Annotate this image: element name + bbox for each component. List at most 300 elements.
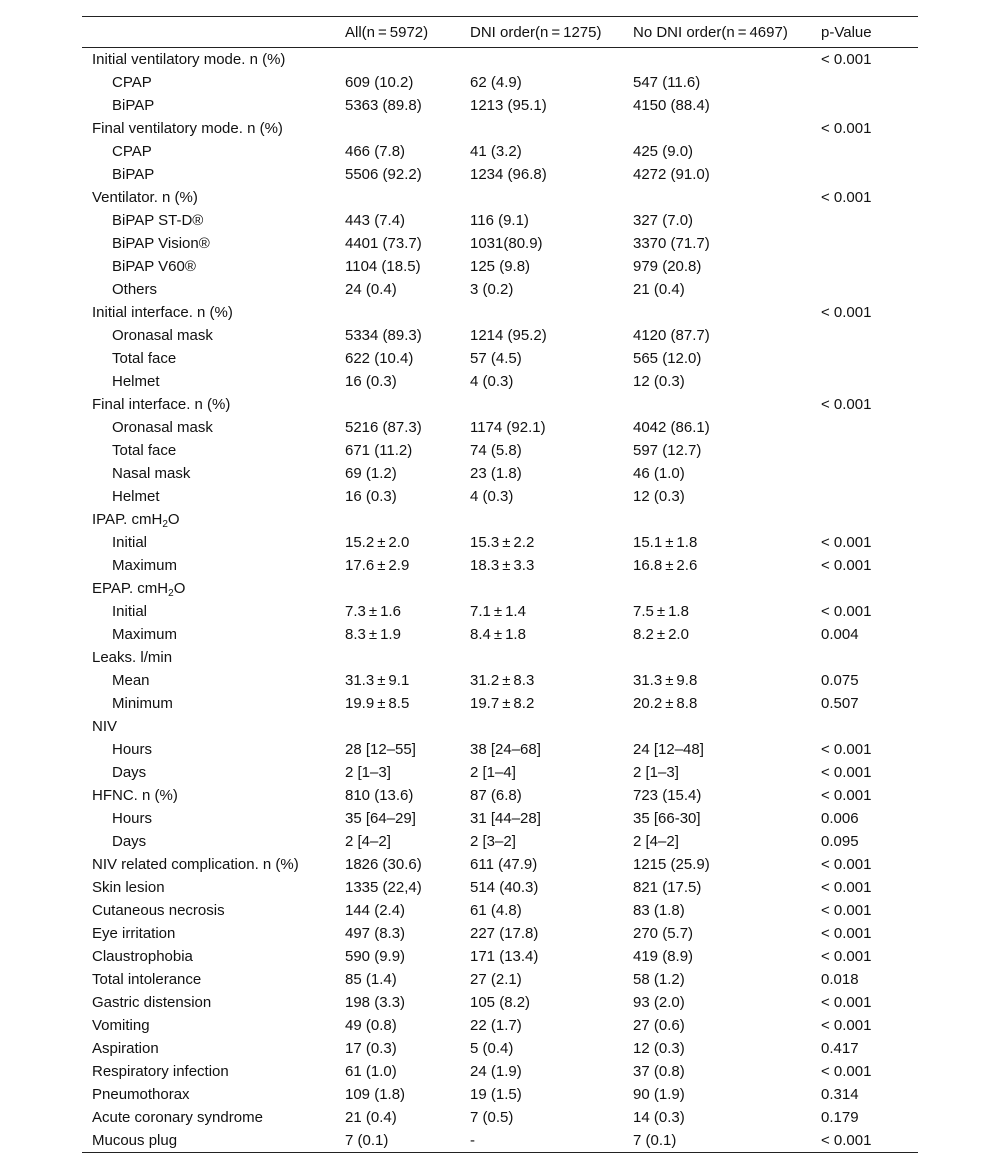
row-label-cell	[82, 692, 345, 715]
row-label-cell	[82, 1083, 345, 1106]
cell-no-dni-order: 14 (0.3)	[633, 1109, 685, 1126]
row-label: Eye irritation	[92, 925, 176, 942]
header-row	[82, 17, 918, 48]
row-label-cell	[82, 462, 345, 485]
row-label-cell	[82, 232, 345, 255]
table-row	[82, 94, 918, 117]
row-label: Initial	[112, 534, 148, 551]
cell-dni-order: 171 (13.4)	[470, 948, 539, 965]
cell-no-dni-order	[633, 117, 821, 140]
cell-all: 19.9 ± 8.5	[345, 695, 410, 712]
row-label: Minimum	[112, 695, 173, 712]
table-row	[82, 301, 918, 324]
cell-p-value: < 0.001	[821, 120, 872, 137]
row-label: Gastric distension	[92, 994, 212, 1011]
cell-dni-order: 31.2 ± 8.3	[470, 672, 535, 689]
cell-p-value: < 0.001	[821, 396, 872, 413]
table-row	[82, 830, 918, 853]
cell-dni-order: 116 (9.1)	[470, 212, 529, 229]
row-label: CPAP	[112, 143, 152, 160]
table-row	[82, 48, 918, 72]
table-row	[82, 876, 918, 899]
cell-all: 15.2 ± 2.0	[345, 534, 410, 551]
cell-all: 1826 (30.6)	[345, 856, 422, 873]
cell-dni-order: 31 [44–28]	[470, 810, 541, 827]
table-row	[82, 1083, 918, 1106]
cell-all: 85 (1.4)	[345, 971, 397, 988]
cell-no-dni-order: 723 (15.4)	[633, 787, 702, 804]
row-label: Maximum	[112, 626, 178, 643]
cell-all: 1104 (18.5)	[345, 258, 421, 275]
cell-no-dni-order: 46 (1.0)	[633, 465, 685, 482]
cell-p-value	[821, 416, 918, 439]
row-label: Total intolerance	[92, 971, 202, 988]
cell-p-value: < 0.001	[821, 879, 872, 896]
cell-no-dni-order: 31.3 ± 9.8	[633, 672, 698, 689]
row-label-cell	[82, 94, 345, 117]
row-label-cell	[82, 347, 345, 370]
cell-dni-order: 1234 (96.8)	[470, 166, 547, 183]
cell-dni-order: 2 [1–4]	[470, 764, 516, 781]
table-container	[82, 16, 918, 1153]
row-label-cell	[82, 669, 345, 692]
table-row	[82, 1060, 918, 1083]
row-label-cell	[82, 1106, 345, 1129]
cell-p-value	[821, 163, 918, 186]
table-body	[82, 48, 918, 1153]
cell-dni-order: 38 [24–68]	[470, 741, 541, 758]
row-label: Days	[112, 764, 147, 781]
cell-p-value: < 0.001	[821, 304, 872, 321]
cell-all: 622 (10.4)	[345, 350, 414, 367]
cell-p-value: < 0.001	[821, 534, 872, 551]
cell-p-value	[821, 370, 918, 393]
cell-no-dni-order: 16.8 ± 2.6	[633, 557, 698, 574]
row-label: Hours	[112, 741, 153, 758]
table-row	[82, 761, 918, 784]
cell-p-value	[821, 462, 918, 485]
table-row	[82, 232, 918, 255]
cell-dni-order: 125 (9.8)	[470, 258, 531, 275]
cell-no-dni-order: 58 (1.2)	[633, 971, 685, 988]
cell-dni-order	[470, 577, 633, 600]
cell-no-dni-order: 7 (0.1)	[633, 1132, 677, 1149]
cell-all: 31.3 ± 9.1	[345, 672, 410, 689]
table-row	[82, 324, 918, 347]
row-label: BiPAP V60®	[112, 258, 196, 275]
cell-dni-order: 41 (3.2)	[470, 143, 522, 160]
cell-p-value: < 0.001	[821, 741, 872, 758]
table-row	[82, 600, 918, 623]
cell-dni-order: 87 (6.8)	[470, 787, 522, 804]
table-row	[82, 462, 918, 485]
cell-dni-order: 7.1 ± 1.4	[470, 603, 526, 620]
cell-p-value: 0.179	[821, 1109, 859, 1126]
cell-all	[345, 48, 470, 72]
cell-all: 21 (0.4)	[345, 1109, 397, 1126]
row-label: BiPAP ST-D®	[112, 212, 204, 229]
cell-dni-order: 1174 (92.1)	[470, 419, 546, 436]
table-row	[82, 439, 918, 462]
cell-no-dni-order: 597 (12.7)	[633, 442, 702, 459]
row-label-cell	[82, 140, 345, 163]
cell-all	[345, 186, 470, 209]
row-label: Total face	[112, 442, 177, 459]
cell-no-dni-order: 12 (0.3)	[633, 488, 685, 505]
row-label-cell	[82, 945, 345, 968]
cell-dni-order	[470, 186, 633, 209]
table-row	[82, 669, 918, 692]
table-row	[82, 715, 918, 738]
cell-no-dni-order: 20.2 ± 8.8	[633, 695, 698, 712]
table-row	[82, 623, 918, 646]
cell-no-dni-order: 8.2 ± 2.0	[633, 626, 689, 643]
row-label-subscript: 2	[162, 519, 168, 530]
row-label-cell	[82, 1060, 345, 1083]
row-label-cell	[82, 899, 345, 922]
row-label-cell	[82, 646, 345, 669]
table-row	[82, 347, 918, 370]
cell-all: 5334 (89.3)	[345, 327, 422, 344]
cell-p-value	[821, 646, 918, 669]
cell-p-value: < 0.001	[821, 557, 872, 574]
cell-no-dni-order	[633, 715, 821, 738]
row-label: Helmet	[112, 488, 160, 505]
cell-dni-order: 105 (8.2)	[470, 994, 531, 1011]
cell-no-dni-order: 327 (7.0)	[633, 212, 694, 229]
cell-dni-order: 227 (17.8)	[470, 925, 539, 942]
cell-no-dni-order: 4042 (86.1)	[633, 419, 710, 436]
table-row	[82, 255, 918, 278]
cell-all: 61 (1.0)	[345, 1063, 397, 1080]
row-label: Initial interface. n (%)	[92, 304, 233, 321]
cell-p-value: < 0.001	[821, 925, 872, 942]
row-label: Hours	[112, 810, 153, 827]
cell-no-dni-order: 90 (1.9)	[633, 1086, 685, 1103]
cell-no-dni-order: 979 (20.8)	[633, 258, 702, 275]
cell-all: 443 (7.4)	[345, 212, 406, 229]
header-no-dni-order: No DNI order(n = 4697)	[633, 23, 788, 41]
row-label: Others	[112, 281, 158, 298]
table-row	[82, 1106, 918, 1129]
row-label-cell	[82, 393, 345, 416]
row-label: Mucous plug	[92, 1132, 178, 1149]
row-label-cell	[82, 1129, 345, 1153]
cell-no-dni-order: 37 (0.8)	[633, 1063, 685, 1080]
row-label-cell	[82, 738, 345, 761]
table-row	[82, 140, 918, 163]
cell-all: 8.3 ± 1.9	[345, 626, 401, 643]
cell-all: 69 (1.2)	[345, 465, 397, 482]
cell-p-value	[821, 71, 918, 94]
table-row	[82, 508, 918, 531]
row-label: Pneumothorax	[92, 1086, 190, 1103]
table-row	[82, 1014, 918, 1037]
cell-p-value	[821, 715, 918, 738]
cell-p-value: 0.417	[821, 1040, 859, 1057]
table-row	[82, 784, 918, 807]
row-label-cell	[82, 209, 345, 232]
table-row	[82, 945, 918, 968]
row-label: Total face	[112, 350, 177, 367]
cell-dni-order: 22 (1.7)	[470, 1017, 522, 1034]
cell-p-value: < 0.001	[821, 902, 872, 919]
row-label-cell	[82, 761, 345, 784]
cell-all: 1335 (22,4)	[345, 879, 422, 896]
cell-no-dni-order: 419 (8.9)	[633, 948, 694, 965]
cell-p-value	[821, 209, 918, 232]
cell-dni-order	[470, 48, 633, 72]
row-label: CPAP	[112, 74, 152, 91]
cell-p-value	[821, 324, 918, 347]
cell-dni-order: 24 (1.9)	[470, 1063, 522, 1080]
row-label-cell	[82, 1014, 345, 1037]
cell-dni-order: 5 (0.4)	[470, 1040, 514, 1057]
cell-no-dni-order: 83 (1.8)	[633, 902, 685, 919]
cell-all: 671 (11.2)	[345, 442, 413, 459]
row-label: IPAP. cmH	[92, 511, 163, 528]
table-row	[82, 163, 918, 186]
row-label: Final interface. n (%)	[92, 396, 231, 413]
cell-no-dni-order: 4272 (91.0)	[633, 166, 710, 183]
table-row	[82, 117, 918, 140]
row-label-cell	[82, 577, 345, 600]
cell-all: 28 [12–55]	[345, 741, 416, 758]
cell-no-dni-order: 12 (0.3)	[633, 1040, 685, 1057]
table-row	[82, 692, 918, 715]
row-label: Aspiration	[92, 1040, 159, 1057]
cell-dni-order: 7 (0.5)	[470, 1109, 514, 1126]
cell-no-dni-order	[633, 393, 821, 416]
row-label-cell	[82, 715, 345, 738]
cell-p-value: < 0.001	[821, 948, 872, 965]
cell-no-dni-order: 15.1 ± 1.8	[633, 534, 698, 551]
cell-p-value: 0.018	[821, 971, 859, 988]
row-label: Helmet	[112, 373, 160, 390]
cell-no-dni-order: 1215 (25.9)	[633, 856, 710, 873]
cell-no-dni-order	[633, 508, 821, 531]
cell-no-dni-order: 4150 (88.4)	[633, 97, 710, 114]
row-label-cell	[82, 991, 345, 1014]
row-label-cell	[82, 416, 345, 439]
cell-dni-order: 27 (2.1)	[470, 971, 522, 988]
cell-p-value	[821, 347, 918, 370]
row-label-cell	[82, 830, 345, 853]
cell-p-value	[821, 508, 918, 531]
cell-all	[345, 715, 470, 738]
row-label: Mean	[112, 672, 150, 689]
cell-dni-order: 61 (4.8)	[470, 902, 522, 919]
cell-p-value	[821, 140, 918, 163]
row-label-cell	[82, 439, 345, 462]
cell-all: 466 (7.8)	[345, 143, 406, 160]
cell-no-dni-order	[633, 577, 821, 600]
row-label: Skin lesion	[92, 879, 165, 896]
cell-dni-order: 19.7 ± 8.2	[470, 695, 535, 712]
row-label: Claustrophobia	[92, 948, 193, 965]
row-label-cell	[82, 186, 345, 209]
cell-p-value	[821, 232, 918, 255]
row-label: EPAP. cmH	[92, 580, 169, 597]
cell-all: 590 (9.9)	[345, 948, 406, 965]
row-label-cell	[82, 1037, 345, 1060]
cell-p-value: 0.006	[821, 810, 859, 827]
row-label: Final ventilatory mode. n (%)	[92, 120, 283, 137]
row-label: Days	[112, 833, 147, 850]
cell-dni-order: 23 (1.8)	[470, 465, 522, 482]
cell-dni-order	[470, 715, 633, 738]
cell-dni-order: -	[470, 1132, 475, 1149]
cell-dni-order	[470, 646, 633, 669]
table-row	[82, 577, 918, 600]
cell-dni-order: 19 (1.5)	[470, 1086, 522, 1103]
cell-dni-order: 4 (0.3)	[470, 373, 514, 390]
row-label-cell	[82, 922, 345, 945]
table-row	[82, 393, 918, 416]
cell-dni-order: 1214 (95.2)	[470, 327, 547, 344]
table-row	[82, 968, 918, 991]
cell-p-value: < 0.001	[821, 764, 872, 781]
cell-dni-order: 1213 (95.1)	[470, 97, 547, 114]
cell-dni-order: 8.4 ± 1.8	[470, 626, 526, 643]
cell-all	[345, 508, 470, 531]
cell-all: 7 (0.1)	[345, 1132, 389, 1149]
cell-all: 35 [64–29]	[345, 810, 416, 827]
cell-no-dni-order: 270 (5.7)	[633, 925, 694, 942]
table-row	[82, 738, 918, 761]
row-label-cell	[82, 600, 345, 623]
cell-p-value	[821, 485, 918, 508]
cell-no-dni-order: 2 [1–3]	[633, 764, 679, 781]
table-row	[82, 554, 918, 577]
cell-no-dni-order: 35 [66-30]	[633, 810, 701, 827]
row-label: Vomiting	[92, 1017, 150, 1034]
table-row	[82, 278, 918, 301]
row-label: Oronasal mask	[112, 327, 213, 344]
cell-p-value: 0.095	[821, 833, 859, 850]
table-row	[82, 209, 918, 232]
cell-no-dni-order: 93 (2.0)	[633, 994, 685, 1011]
row-label: Maximum	[112, 557, 178, 574]
cell-p-value	[821, 278, 918, 301]
cell-all	[345, 117, 470, 140]
cell-dni-order: 2 [3–2]	[470, 833, 516, 850]
row-label: Respiratory infection	[92, 1063, 229, 1080]
table-row	[82, 370, 918, 393]
cell-all: 24 (0.4)	[345, 281, 397, 298]
header-all: All(n = 5972)	[345, 23, 429, 41]
row-label: Leaks. l/min	[92, 649, 173, 666]
row-label: Acute coronary syndrome	[92, 1109, 263, 1126]
cell-all: 7.3 ± 1.6	[345, 603, 401, 620]
row-label: Initial	[112, 603, 148, 620]
cell-dni-order	[470, 301, 633, 324]
row-label-cell	[82, 554, 345, 577]
cell-all: 16 (0.3)	[345, 488, 397, 505]
cell-all: 497 (8.3)	[345, 925, 406, 942]
row-label-cell	[82, 807, 345, 830]
cell-dni-order: 4 (0.3)	[470, 488, 514, 505]
cell-dni-order: 18.3 ± 3.3	[470, 557, 535, 574]
table-row	[82, 991, 918, 1014]
cell-no-dni-order: 2 [4–2]	[633, 833, 679, 850]
row-label: BiPAP	[112, 166, 155, 183]
table-row	[82, 646, 918, 669]
cell-p-value	[821, 577, 918, 600]
row-label-cell	[82, 370, 345, 393]
cell-all: 198 (3.3)	[345, 994, 406, 1011]
row-label-cell	[82, 48, 345, 72]
cell-dni-order: 514 (40.3)	[470, 879, 539, 896]
cell-no-dni-order: 425 (9.0)	[633, 143, 694, 160]
cell-no-dni-order	[633, 186, 821, 209]
row-label-cell	[82, 71, 345, 94]
cell-p-value: 0.004	[821, 626, 859, 643]
cell-no-dni-order: 821 (17.5)	[633, 879, 702, 896]
cell-dni-order: 15.3 ± 2.2	[470, 534, 535, 551]
cell-all: 5363 (89.8)	[345, 97, 422, 114]
cell-p-value: 0.507	[821, 695, 859, 712]
cell-no-dni-order: 4120 (87.7)	[633, 327, 710, 344]
header-label-column	[82, 17, 345, 48]
row-label: BiPAP	[112, 97, 155, 114]
cell-p-value: < 0.001	[821, 856, 872, 873]
cell-p-value: 0.075	[821, 672, 859, 689]
cell-all: 2 [4–2]	[345, 833, 391, 850]
cell-all: 17 (0.3)	[345, 1040, 397, 1057]
cell-all: 609 (10.2)	[345, 74, 414, 91]
cell-all: 49 (0.8)	[345, 1017, 397, 1034]
cell-p-value: < 0.001	[821, 1017, 872, 1034]
header-p-value: p-Value	[821, 23, 872, 41]
cell-no-dni-order: 565 (12.0)	[633, 350, 702, 367]
row-label-cell	[82, 876, 345, 899]
cell-dni-order: 1031(80.9)	[470, 235, 543, 252]
row-label-cell	[82, 853, 345, 876]
cell-no-dni-order: 21 (0.4)	[633, 281, 685, 298]
row-label: Ventilator. n (%)	[92, 189, 198, 206]
row-label-cell	[82, 278, 345, 301]
row-label: Oronasal mask	[112, 419, 213, 436]
cell-p-value: < 0.001	[821, 1063, 872, 1080]
cell-dni-order: 62 (4.9)	[470, 74, 522, 91]
cell-all	[345, 301, 470, 324]
row-label: Initial ventilatory mode. n (%)	[92, 51, 286, 68]
row-label-tail: O	[173, 580, 186, 597]
row-label-cell	[82, 117, 345, 140]
cell-all: 5506 (92.2)	[345, 166, 422, 183]
table-row	[82, 899, 918, 922]
table-row	[82, 1037, 918, 1060]
cell-p-value: < 0.001	[821, 603, 872, 620]
cell-no-dni-order: 24 [12–48]	[633, 741, 704, 758]
row-label-tail: O	[167, 511, 180, 528]
row-label-cell	[82, 301, 345, 324]
cell-all: 4401 (73.7)	[345, 235, 422, 252]
table-row	[82, 416, 918, 439]
row-label-cell	[82, 968, 345, 991]
cell-all: 17.6 ± 2.9	[345, 557, 410, 574]
cell-p-value	[821, 255, 918, 278]
table-row	[82, 71, 918, 94]
row-label-cell	[82, 784, 345, 807]
row-label-subscript: 2	[168, 588, 174, 599]
row-label: Nasal mask	[112, 465, 191, 482]
cell-all	[345, 646, 470, 669]
row-label-cell	[82, 163, 345, 186]
cell-dni-order	[470, 393, 633, 416]
row-label-cell	[82, 531, 345, 554]
